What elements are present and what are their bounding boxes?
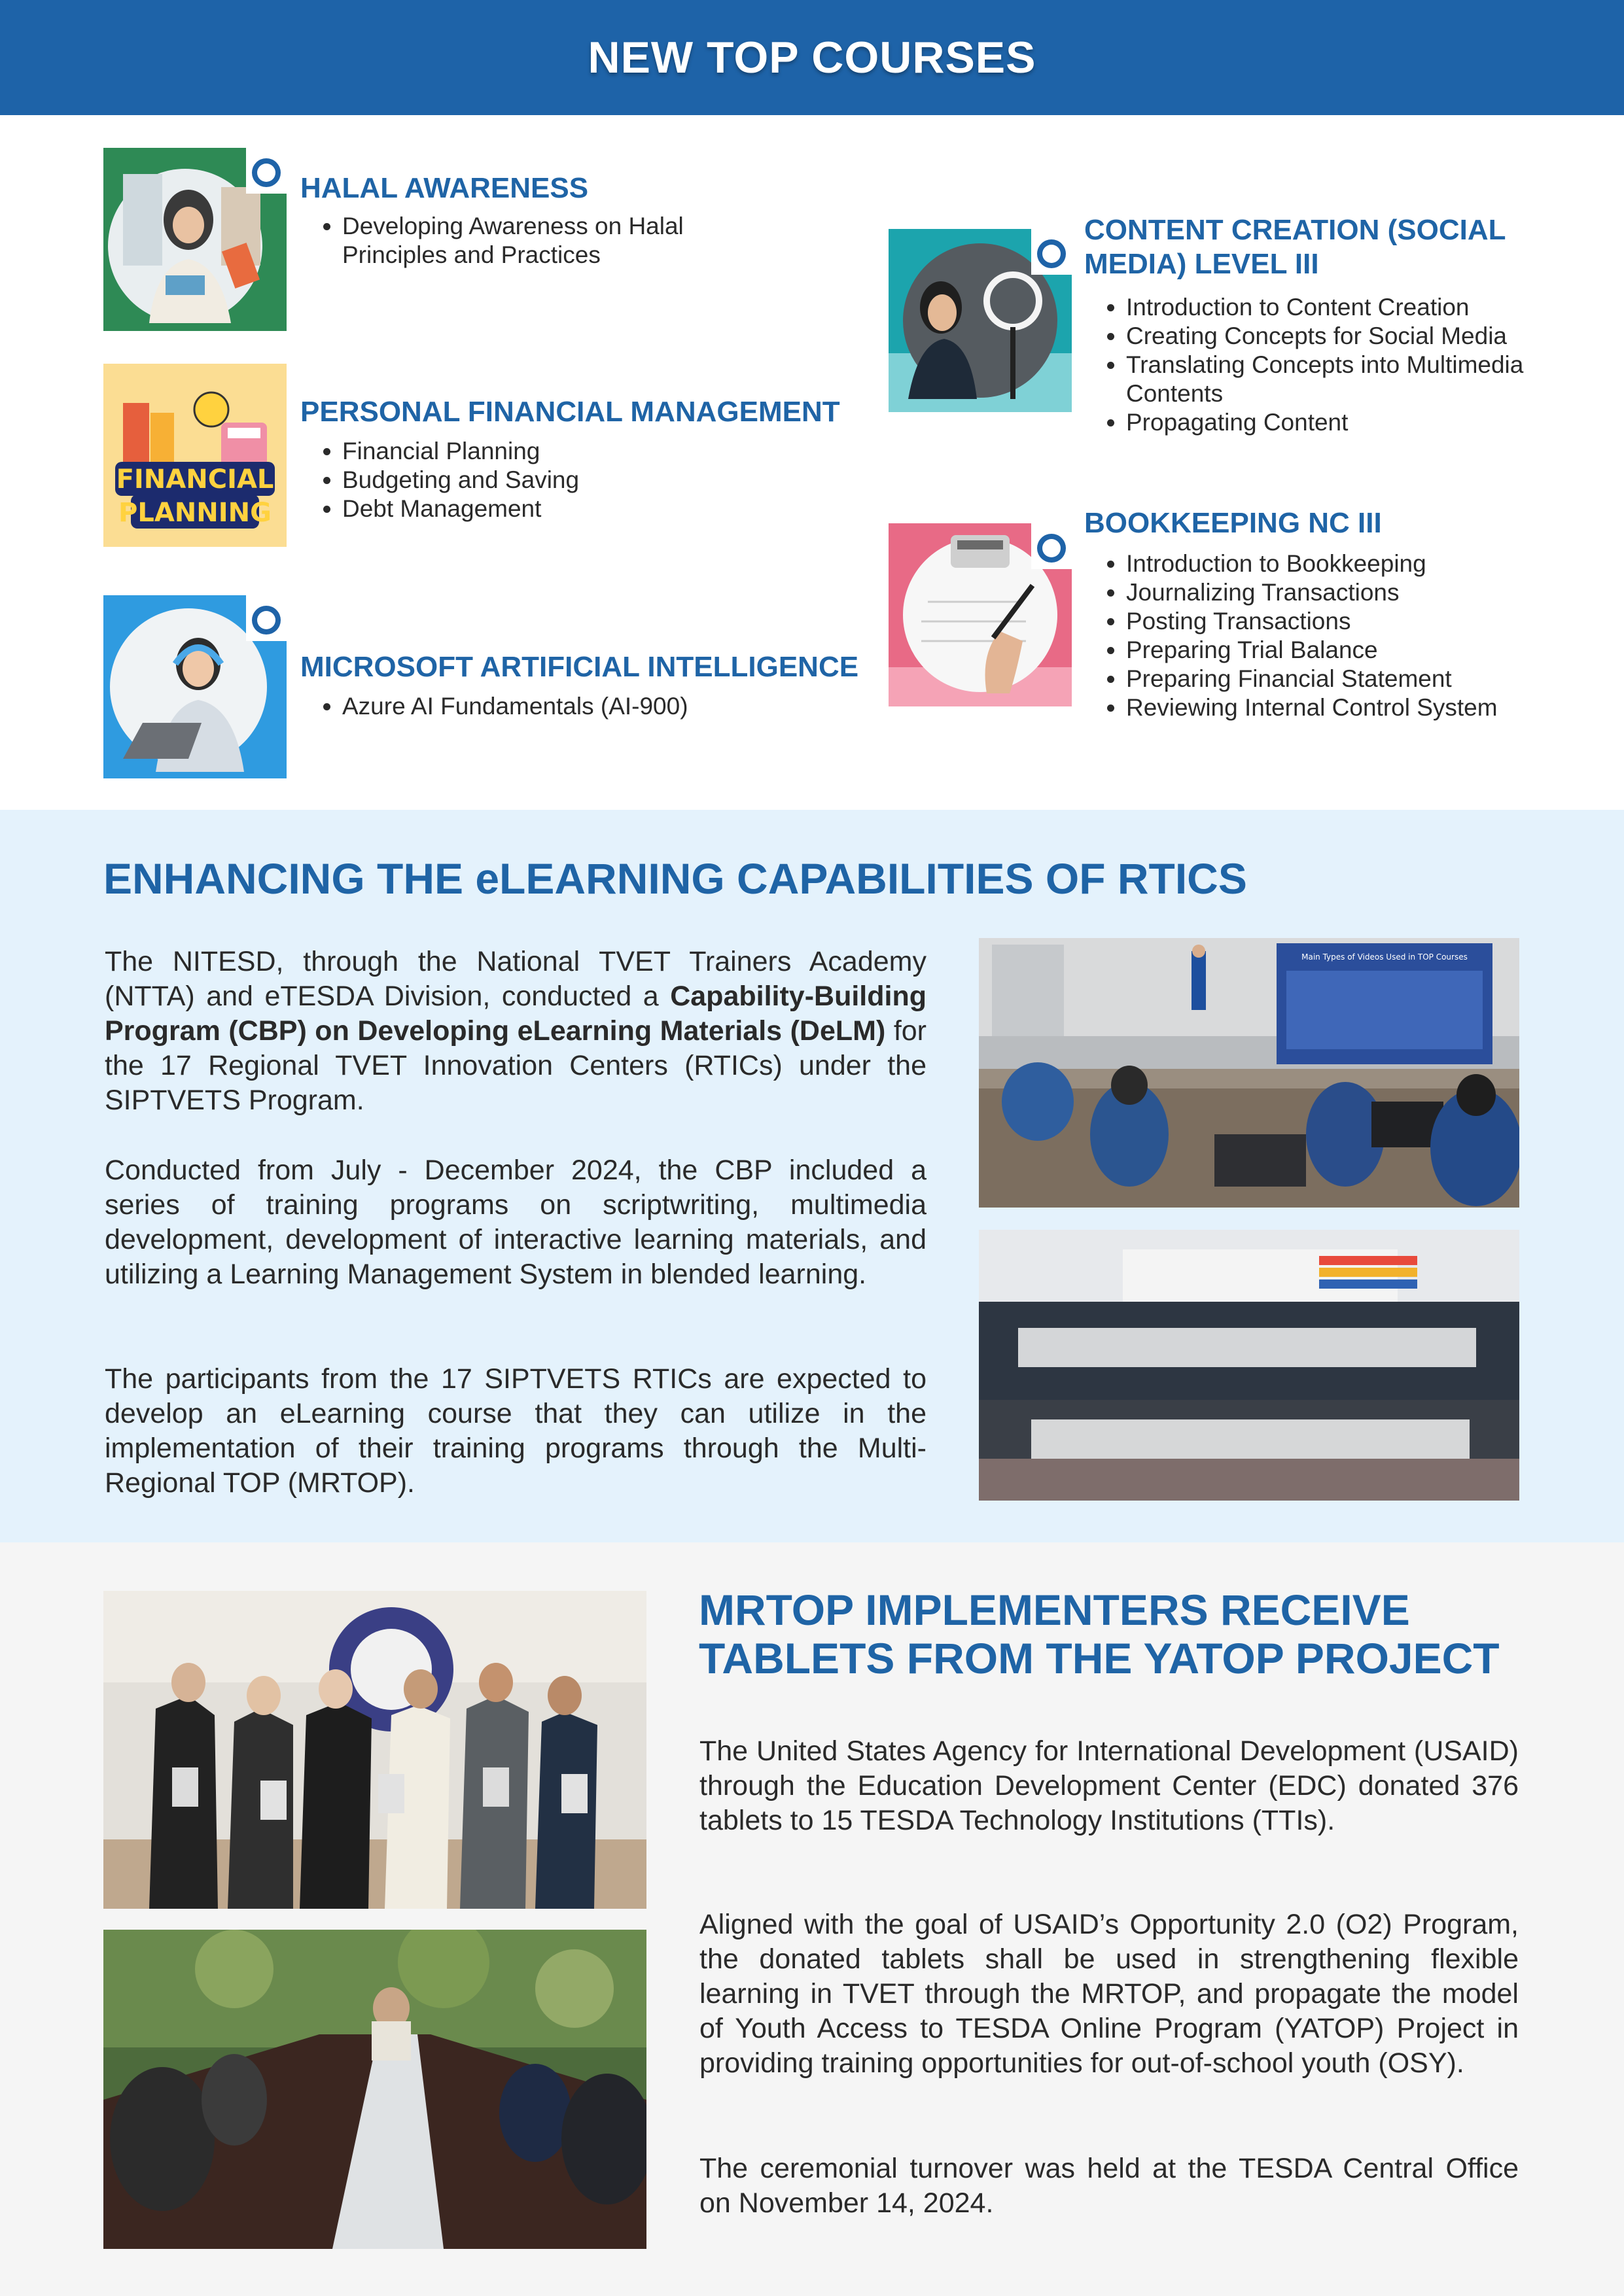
ai-topics — [300, 692, 735, 721]
list-item: • Developing Awareness on Halal Principles and Practices — [342, 212, 696, 270]
group-photo — [979, 1230, 1519, 1501]
content-creation-title-line2: MEDIA) LEVEL III — [1084, 248, 1319, 280]
elearning-paragraph-2: Conducted from July - December 2024, the CBP included a series of training programs on scriptwriting, multimedia development, development of interactive learning materials, and utilizing a Learning Management System in blended learning. — [105, 1155, 927, 1290]
elearning-p1-rest: for the 17 Regional TVET Innovation Centers (RTICs) under the SIPTVETS Program. — [105, 1015, 927, 1116]
halal-title: HALAL AWARENESS — [300, 172, 589, 204]
halal-topics — [300, 212, 696, 270]
content-creation-title — [1084, 213, 1506, 281]
list-item: • Journalizing Transactions — [1126, 578, 1597, 607]
content-creation-title-line1: CONTENT CREATION (SOCIAL — [1084, 214, 1506, 246]
elearning-paragraph-3: The participants from the 17 SIPTVETS RTICs are expected to develop an eLearning course that they can utilize in the implementation of their training programs through the Multi-Regional TOP (MRTOP). — [105, 1363, 927, 1499]
mrtop-paragraph-3: The ceremonial turnover was held at the TESDA Central Office on November 14, 2024. — [699, 2153, 1519, 2219]
mrtop-heading-line2: TABLETS FROM THE YATOP PROJECT — [699, 1634, 1500, 1682]
bookkeeping-topics — [1084, 549, 1597, 722]
elearning-p1-program: Capability-Building Program (CBP) on Developing eLearning Materials (DeLM) — [105, 981, 927, 1047]
financial-title: PERSONAL FINANCIAL MANAGEMENT — [300, 396, 840, 428]
elearning-heading: ENHANCING THE eLEARNING CAPABILITIES OF RTICS — [103, 854, 1247, 903]
list-item: • Creating Concepts for Social Media — [1126, 322, 1597, 351]
financial-thumb-text-2: PLANNING — [118, 498, 272, 528]
financial-thumb-text-1: FINANCIAL — [116, 464, 274, 495]
mrtop-paragraph-1: The United States Agency for International Development (USAID) through the Education Development Center (EDC) donated 376 tablets to 15 TESDA Technology Institutions (TTIs). — [699, 1735, 1519, 1836]
list-item: • Preparing Financial Statement — [1126, 665, 1597, 693]
screen-title: Main Types of Videos Used in TOP Courses — [1301, 952, 1468, 962]
list-item: • Posting Transactions — [1126, 607, 1597, 636]
tablet-turnover-photo — [103, 1591, 646, 1909]
list-item: • Propagating Content — [1126, 408, 1597, 437]
bookkeeping-thumbnail — [889, 523, 1072, 706]
mrtop-paragraph-2: Aligned with the goal of USAID’s Opportunity 2.0 (O2) Program, the donated tablets shall be used in strengthening flexible learning in TVET through the MRTOP, and propagate the model of Youth Access to TESDA Online Program (YATOP) Project in providing training opportunities for out-of-school youth (OSY). — [699, 1909, 1519, 2079]
meeting-photo — [103, 1930, 646, 2249]
list-item: • Financial Planning — [342, 437, 735, 466]
mrtop-heading-line1: MRTOP IMPLEMENTERS RECEIVE — [699, 1586, 1410, 1634]
financial-thumbnail — [103, 364, 287, 547]
halal-thumbnail — [103, 148, 287, 331]
training-room-photo — [979, 938, 1519, 1208]
list-item: • Preparing Trial Balance — [1126, 636, 1597, 665]
ai-thumbnail — [103, 595, 287, 778]
mrtop-heading — [699, 1586, 1549, 1682]
list-item: • Introduction to Content Creation — [1126, 293, 1597, 322]
content-creation-thumbnail — [889, 229, 1072, 412]
list-item: • Reviewing Internal Control System — [1126, 693, 1597, 722]
content-creation-topics — [1084, 293, 1597, 437]
financial-topics — [300, 437, 735, 523]
list-item: • Debt Management — [342, 495, 735, 523]
list-item: • Introduction to Bookkeeping — [1126, 549, 1597, 578]
list-item: • Azure AI Fundamentals (AI-900) — [342, 692, 735, 721]
elearning-p1-intro: The NITESD, through the National TVET Trainers Academy (NTTA) and eTESDA Division, conducted a — [105, 946, 927, 1012]
page-title: NEW TOP COURSES — [588, 33, 1036, 82]
ai-title: MICROSOFT ARTIFICIAL INTELLIGENCE — [300, 651, 859, 683]
elearning-paragraph-1 — [105, 945, 927, 1118]
bookkeeping-title: BOOKKEEPING NC III — [1084, 507, 1382, 539]
list-item: • Budgeting and Saving — [342, 466, 735, 495]
list-item: • Translating Concepts into Multimedia Contents — [1126, 351, 1597, 408]
